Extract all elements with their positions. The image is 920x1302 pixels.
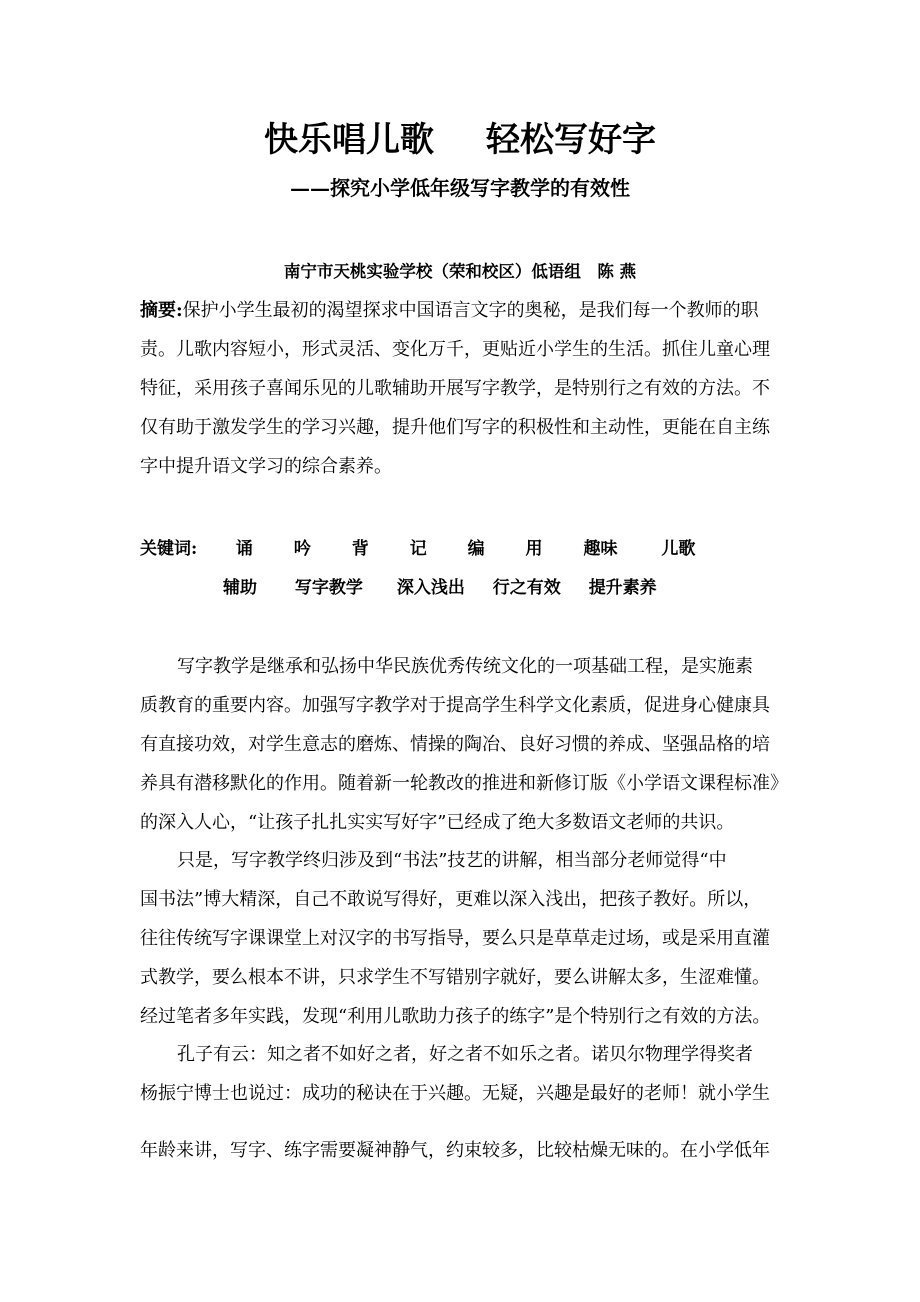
keyword: 深入浅出 <box>396 578 465 598</box>
abstract-line: 字中提升语文学习的综合素养。 <box>140 456 392 477</box>
paragraph-line: 只是，写字教学终归涉及到“书法”技艺的讲解，相当部分老师觉得“中 <box>177 850 727 871</box>
paragraph-line: 写字教学是继承和弘扬中华民族优秀传统文化的一项基础工程，是实施素 <box>177 656 753 677</box>
abstract-line: 仅有助于激发学生的学习兴趣，提升他们写字的积极性和主动性，更能在自主练 <box>140 417 770 438</box>
keyword: 儿歌 <box>661 539 696 559</box>
body-paragraph-3 <box>140 1035 792 1170</box>
abstract-line: 特征，采用孩子喜闻乐见的儿歌辅助开展写字教学，是特别行之有效的方法。不 <box>140 378 770 399</box>
title-part-1: 快乐唱儿歌 <box>264 120 434 160</box>
keyword: 记 <box>409 539 427 559</box>
keyword: 辅助 <box>223 578 257 598</box>
paragraph-line: 经过笔者多年实践，发现“利用儿歌助力孩子的练字”是个特别行之有效的方法。 <box>140 1006 771 1027</box>
keyword: 写字教学 <box>294 578 363 598</box>
keywords-label: 关键词: <box>140 539 198 559</box>
title-part-2: 轻松写好字 <box>486 120 656 160</box>
paragraph-line: 孔子有云：知之者不如好之者，好之者不如乐之者。诺贝尔物理学得奖者 <box>177 1044 753 1065</box>
paragraph-line: 养具有潜移默化的作用。随着新一轮教改的推进和新修订版《小学语文课程标准》 <box>140 773 788 794</box>
keyword: 趣味 <box>583 539 618 559</box>
keyword: 诵 <box>235 539 253 559</box>
abstract-line: 责。儿歌内容短小，形式灵活、变化万千，更贴近小学生的生活。抓住儿童心理 <box>140 339 770 360</box>
keywords <box>140 530 792 608</box>
keyword: 编 <box>467 539 485 559</box>
abstract <box>140 291 792 486</box>
abstract-line: 保护小学生最初的渴望探求中国语言文字的奥秘，是我们每一个教师的职 <box>182 300 759 321</box>
document-title <box>0 112 920 161</box>
author-line: 南宁市天桃实验学校（荣和校区）低语组 陈 燕 <box>283 262 637 281</box>
keyword: 提升素养 <box>588 578 657 598</box>
paragraph-line: 质教育的重要内容。加强写字教学对于提高学生科学文化素质，促进身心健康具 <box>140 695 770 716</box>
paragraph-line: 往往传统写字课课堂上对汉字的书写指导，要么只是草草走过场，或是采用直灌 <box>140 928 770 949</box>
body-paragraph-1 <box>140 647 792 842</box>
paragraph-line: 的深入人心，“让孩子扎扎实实写好字”已经成了绝大多数语文老师的共识。 <box>140 812 735 833</box>
paragraph-line: 杨振宁博士也说过：成功的秘诀在于兴趣。无疑，兴趣是最好的老师！就小学生 <box>140 1083 770 1104</box>
body-paragraph-2 <box>140 841 792 1036</box>
keyword: 吟 <box>293 539 311 559</box>
keyword: 用 <box>525 539 543 559</box>
paragraph-line: 式教学，要么根本不讲，只求学生不写错别字就好，要么讲解太多，生涩难懂。 <box>140 967 770 988</box>
keyword: 背 <box>351 539 369 559</box>
paragraph-line: 国书法”博大精深，自己不敢说写得好，更难以深入浅出，把孩子教好。所以， <box>140 889 762 910</box>
abstract-label: 摘要: <box>140 300 183 321</box>
paragraph-line: 有直接功效，对学生意志的磨炼、情操的陶冶、良好习惯的养成、坚强品格的培 <box>140 734 770 755</box>
keyword: 行之有效 <box>492 578 561 598</box>
paragraph-line: 年龄来讲，写字、练字需要凝神静气，约束较多，比较枯燥无味的。在小学低年 <box>140 1140 770 1161</box>
document-subtitle: ——探究小学低年级写字教学的有效性 <box>290 176 630 200</box>
